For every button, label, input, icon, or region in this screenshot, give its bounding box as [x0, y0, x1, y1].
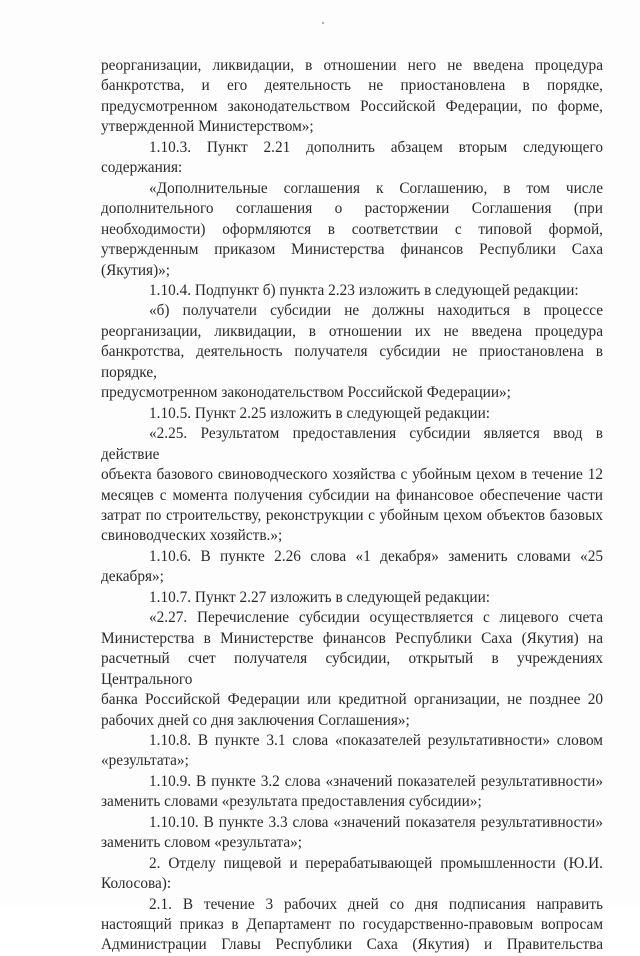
paragraph-1-10-6: 1.10.6. В пункте 2.26 слова «1 декабря» заменить словами «25: [149, 547, 603, 565]
paragraph-1-10-6-cont: декабря»;: [101, 568, 164, 586]
paragraph-1-10-9: 1.10.9. В пункте 3.2 слова «значений показателей результативности»: [149, 772, 603, 790]
quote-2-25-line: «2.25. Результатом предоставления субсидии является ввод в действие: [101, 425, 603, 463]
paragraph-continuation: [101, 56, 603, 138]
text-line: утвержденным приказом Министерства финансов Республики Саха (Якутия)»;: [101, 241, 603, 279]
text-line: реорганизации, ликвидации, в отношении него не введена процедура: [101, 57, 603, 74]
quote-2-27-body: [101, 629, 603, 731]
text-line: банкротства, деятельность получателя субсидии не приостановлена в порядке,: [101, 343, 603, 381]
text-line: свиноводческих хозяйств.»;: [101, 527, 283, 545]
document-body: [101, 56, 603, 956]
paragraph-1-10-8-cont: «результата»;: [101, 752, 189, 770]
text-line: затрат по строительству, реконструкции с убойным цехом объектов базовых: [101, 506, 603, 524]
quote-2-25-body: [101, 465, 603, 547]
paragraph-1-10-10: 1.10.10. В пункте 3.3 слова «значений показателя результативности»: [149, 813, 603, 831]
quote-2-21-body: [101, 199, 603, 281]
text-line: банкротства, и его деятельность не приостановлена в порядке,: [101, 77, 603, 95]
paragraph-1-10-7: 1.10.7. Пункт 2.27 изложить в следующей редакции:: [149, 588, 491, 606]
paragraph-2-cont: Колосова):: [101, 875, 172, 893]
text-line: Министерства в Министерстве финансов Республики Саха (Якутия) на: [101, 629, 603, 647]
paragraph-1-10-3: 1.10.3. Пункт 2.21 дополнить абзацем вторым следующего: [149, 138, 603, 156]
text-line: объекта базового свиноводческого хозяйства с убойным цехом в течение 12: [101, 466, 603, 484]
quote-2-21-line: «Дополнительные соглашения к Соглашению, в том числе: [149, 179, 603, 197]
quote-2-23-body: [101, 322, 603, 404]
paragraph-1-10-4: 1.10.4. Подпункт б) пункта 2.23 изложить в следующей редакции:: [149, 281, 579, 299]
text-line: предусмотренном законодательством Российской Федерации»;: [101, 384, 511, 402]
text-line: настоящий приказ в Департамент по государственно-правовым вопросам: [101, 916, 603, 934]
text-line: реорганизации, ликвидации, в отношении их не введена процедура: [101, 322, 603, 340]
paragraph-2-1: 2.1. В течение 3 рабочих дней со дня подписания направить: [149, 895, 603, 913]
paragraph-1-10-10-cont: заменить словом «результата»;: [101, 834, 303, 852]
text-line: дополнительного соглашения о расторжении Соглашения (при: [101, 200, 603, 218]
text-line: расчетный счет получателя субсидии, открытый в учреждениях Центрального: [101, 650, 603, 688]
paragraph-1-10-9-cont: заменить словами «результата предоставления субсидии»;: [101, 793, 482, 811]
text-line: месяцев с момента получения субсидии на финансовое обеспечение части: [101, 486, 603, 504]
paragraph-2: 2. Отделу пищевой и перерабатывающей промышленности (Ю.И.: [149, 854, 603, 872]
text-line: необходимости) оформляются в соответствии с типовой формой,: [101, 220, 603, 238]
paragraph-2-1-body: [101, 915, 603, 956]
quote-2-27-line: «2.27. Перечисление субсидии осуществляется с лицевого счета: [149, 609, 603, 627]
paragraph-1-10-8: 1.10.8. В пункте 3.1 слова «показателей результативности» словом: [149, 731, 603, 749]
paragraph-1-10-5: 1.10.5. Пункт 2.25 изложить в следующей редакции:: [149, 404, 491, 422]
paragraph-1-10-3-cont: содержания:: [101, 159, 183, 177]
text-line: предусмотренном законодательством Российской Федерации, по форме,: [101, 97, 603, 115]
text-line: банка Российской Федерации или кредитной организации, не позднее 20: [101, 691, 603, 709]
scan-speck: [322, 22, 324, 24]
quote-2-23-line: «б) получатели субсидии не должны находиться в процессе: [149, 302, 603, 320]
text-line: утвержденной Министерством»;: [101, 118, 314, 136]
text-line: рабочих дней со дня заключения Соглашения»;: [101, 711, 410, 729]
text-line: Администрации Главы Республики Саха (Якутия) и Правительства: [101, 936, 603, 954]
